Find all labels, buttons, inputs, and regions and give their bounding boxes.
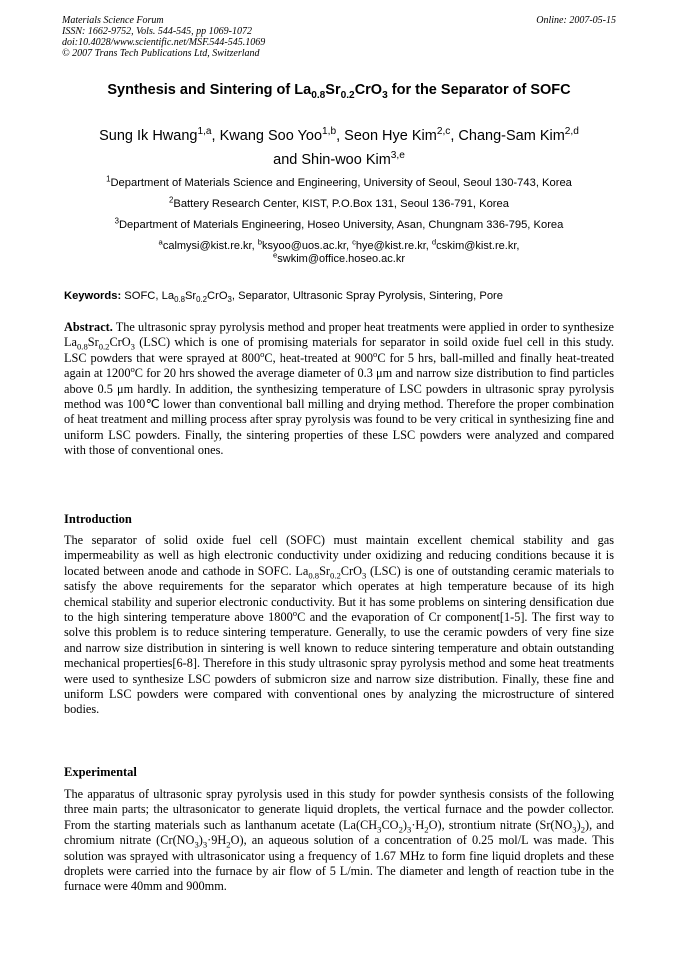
introduction-paragraph: The separator of solid oxide fuel cell (SOFC) must maintain excellent chemical stability and gas impermeability as well as high electronic conductivity under oxidizing and reducing conditions because it is located between anode and cathode in SOFC. $La_{0.8}Sr_{0.2}CrO_3$ (LSC) is one of outstanding ceramic materials to satisfy the above requirements for the separator which operates at high temperature because of its high chemical stability and superior electronic conductivity. But it has some problems on sintering densification due to the high sintering temperature above 1800$^o$C and the evaporation of Cr component[1-5]. The first way to solve this problem is to reduce sintering temperature. Generally, to use the ceramic powders of very fine size and narrow size distribution in sintering is well known to reduce sintering temperature and obtain outstanding mechanical properties[6-8]. Therefore in this study ultrasonic spray pyrolysis method and some heat treatments were used to synthesize LSC powders of submicron size and narrow size distribution. Finally, these fine and uniform LSC powders were compared with conventional ones by analyzing the microstructure of sintered bodies. (64, 533, 614, 717)
author: Kwang Soo Yoo$^{1,b}$, (219, 126, 345, 144)
abstract-paragraph: Abstract. The ultrasonic spray pyrolysis method and proper heat treatments were applied in order to synthesize $La_{0.8}Sr_{0.2}CrO_3$ (LSC) which is one of promising materials for separator in soild oxide fuel cell in this study. LSC powders that were sprayed at 800$^o$C, heat-treated at 900$^o$C for 5 hrs, ball-milled and finally heat-treated again at 1200$^o$C for 20 hrs showed the average diameter of 0.3 μm and narrow size distribution to find particles above 0.5 μm hardly. In addition, the synthesizing temperature of LSC powders in ultrasonic spray pyrolysis method was 100℃ lower than conventional ball milling and drying method. Therefore the proper combination of heat treatment and milling process after spray pyrolysis was found to be very critical in synthesizing fine and uniform LSC powders. Finally, the sintering properties of these LSC powders were analyzed and compared with those of conventional ones. (64, 320, 614, 458)
email[interactable]: $^c$hye@kist.re.kr, (352, 237, 432, 252)
email[interactable]: $^d$cskim@kist.re.kr, (431, 237, 520, 252)
email[interactable]: $^e$swkim@office.hoseo.ac.kr (272, 250, 405, 265)
section-heading-experimental: Experimental (64, 765, 137, 779)
affiliation: $^2$Battery Research Center, KIST, P.O.Box 131, Seoul 136-791, Korea (169, 195, 509, 210)
email[interactable]: $^a$calmysi@kist.re.kr, (158, 237, 258, 252)
paper-title: Synthesis and Sintering of $La_{0.8}Sr_{0.2}CrO_3$ for the Separator of SOFC (107, 82, 571, 101)
abstract-label: Abstract. (64, 320, 113, 334)
copyright: © 2007 Trans Tech Publications Ltd, Switzerland (62, 48, 260, 59)
section-heading-introduction: Introduction (64, 512, 132, 526)
email[interactable]: $^b$ksyoo@uos.ac.kr, (257, 237, 353, 252)
journal-name: Materials Science Forum (62, 15, 164, 26)
author: Chang-Sam Kim$^{2,d}$ (458, 126, 579, 144)
author: and Shin-woo Kim$^{3,e}$ (273, 150, 405, 168)
issn: ISSN: 1662-9752, Vols. 544-545, pp 1069-1072 (62, 26, 252, 37)
email-list (50, 237, 628, 266)
author: Seon Hye Kim$^{2,c}$, (344, 126, 459, 144)
affiliation: $^1$Department of Materials Science and Engineering, University of Seoul, Seoul 130-743, Korea (106, 174, 572, 189)
keywords: Keywords: SOFC, $La_{0.8}Sr_{0.2}CrO_3$, Separator, Ultrasonic Spray Pyrolysis, Sintering, Pore (64, 290, 504, 305)
author: Sung Ik Hwang$^{1,a}$, (99, 126, 220, 144)
keywords-label: Keywords: (64, 290, 122, 302)
online-date: Online: 2007-05-15 (536, 15, 616, 26)
doi: doi:10.4028/www.scientific.net/MSF.544-545.1069 (62, 37, 266, 48)
journal-header (62, 15, 616, 59)
author-list (50, 124, 628, 172)
affiliation: $^3$Department of Materials Engineering, Hoseo University, Asan, Chungnam 336-795, Korea (114, 216, 564, 231)
experimental-paragraph: The apparatus of ultrasonic spray pyrolysis used in this study for powder synthesis consists of the following three main parts; the ultrasonicator to generate liquid droplets, the vertical furnace and the powder collector. From the starting materials such as lanthanum acetate $(La(CH_3CO_2)_3\cdot H_2O)$, strontium nitrate $(Sr(NO_3)_2)$, and chromium nitrate $(Cr(NO_3)_3\cdot 9H_2O)$, an aqueous solution of a concentration of 0.25 mol/L was made. This solution was sprayed with ultrasonicator using a frequency of 1.67 MHz to form fine liquid droplets and these droplets were carried into the furnace by air flow of 5 L/min. The diameter and length of reaction tube in the furnace were 40mm and 900mm. (64, 787, 614, 894)
